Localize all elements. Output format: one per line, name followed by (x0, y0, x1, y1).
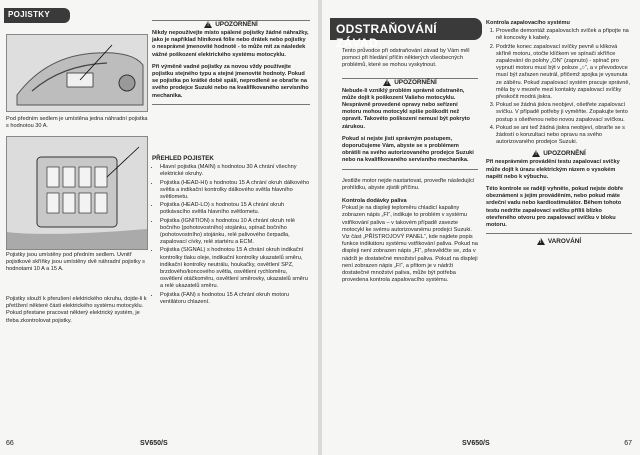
section-tab-fuses (4, 8, 70, 23)
fire-hazard-text: Této kontrole se raději vyhněte, pokud nejste dobře obeznámeni s jejím prováděním, nebo pokud máte srdeční vadu nebo kardiostimulátor. Během tohoto testu nedržte zapalovací svíčku příliš blízko otevřeného otvoru pro zapalovací svíčku v bloku motoru. (486, 186, 624, 229)
warning-triangle-icon (383, 79, 391, 86)
caption-spare-fuse: Pod předním sedlem je umístěna jedna náhradní pojistka s hodnotou 30 A. (6, 116, 148, 130)
fuse-list-title: PŘEHLED POJISTEK (152, 155, 214, 162)
fuse-item-signal: • Pojistka (SIGNAL) s hodnotou 15 A chrání okruh indikační kontrolky tlaku oleje, indikační kontrolky ukazatelů směru, indikační kontrolky neutrálu, houkačky, osvětlení SPZ, brzdového/koncového světla, osvětlení rychloměru, osvětlení otáčkoměru, osvětlení směrovky, ukazatelů směru a relé ukazatelů směru. (160, 247, 310, 290)
warning-right-p2: Pokud si nejste jisti správným postupem, doporučujeme Vám, abyste se s problémem obrátili na svého autorizovaného prodejce Suzuki nebo na kvalifikovaného servisního mechanika. (342, 135, 474, 164)
warning-paragraph-1: Nikdy nepoužívejte místo spálené pojistky žádné náhražky, jako je například hliníková fólie nebo drátek nebo pojistky o nesprávné jmenovité hodnotě - to může mít za následek vážné poškození elektrického systému motocyklu. (152, 30, 309, 58)
warning-header (152, 21, 310, 28)
warning3-title: VAROVÁNÍ (547, 238, 582, 246)
ignition-steps (486, 28, 632, 146)
fuse-box-photo (6, 136, 148, 250)
fuse-list (152, 164, 310, 306)
ignition-step: 3. Pokud se žádná jiskra neobjeví, ošetřete zapalovací svíčku. V případě potřeby ji vyměňte. Zopakujte tento postup s ošetřenou nebo novou zapalovací svíčkou. (496, 102, 632, 124)
caption-fuse-box: Pojistky jsou umístěny pod předním sedlem. Uvnitř pojistkové skříňky jsou umístěny dvě náhradní pojistky s hodnotami 10 A a 15 A. (6, 252, 145, 273)
fuse-item-head-lo: • Pojistka (HEAD-LO) s hodnotou 15 A chrání okruh potkávacího světla hlavního světlometu. (160, 202, 310, 216)
warning-title-right: UPOZORNĚNÍ (394, 78, 437, 86)
warning-triangle-icon (537, 238, 545, 245)
warning-title: UPOZORNĚNÍ (215, 21, 258, 28)
warning-header-right (342, 79, 478, 86)
section-tab-title-right: ODSTRAŇOVÁNÍ ZÁVAD (336, 22, 437, 50)
ignition-column (486, 20, 632, 247)
warning-triangle-icon (204, 21, 212, 28)
page-number-left: 66 (6, 440, 14, 447)
warning-right-p1: Nebude-li vzniklý problém správně odstraněn, může dojít k poškození Vašeho motocyklu. Nesprávně provedené opravy nebo seřízení motoru mohou motocykl spíše poškodit než opravit. Takovéto poškození nemusí být pokryto zárukou. (342, 87, 470, 130)
footer-model-right: SV650/S (462, 440, 490, 447)
check-text: Jestliže motor nejde nastartovat, proveďte následující prohlídku, abyste zjistili příčinu. (342, 177, 475, 191)
intro-text: Tento průvodce při odstraňování závad by Vám měl pomoci při hledání příčin některých všeobecných problémů, které se mohou vyskytnout. (342, 48, 470, 69)
warning-box (152, 20, 310, 105)
warning-triangle-icon (532, 150, 540, 157)
right-page (322, 0, 640, 455)
left-page (0, 0, 318, 455)
page-number-right: 67 (624, 440, 632, 447)
section-tab-troubleshooting (330, 18, 482, 50)
section-tab-title: POJISTKY (8, 10, 50, 19)
intro-column (342, 48, 478, 284)
warning3-header (486, 238, 632, 245)
ignition-step: 4. Pokud se ani teď žádná jiskra neobjeví, obraťte se s žádostí o konzultaci nebo opravu na svého autorizovaného prodejce Suzuki. (496, 125, 632, 147)
fuse-item-main: • Hlavní pojistka (MAIN) s hodnotou 30 A chrání všechny elektrické okruhy. (160, 164, 310, 178)
fuse-box-illustration (7, 137, 147, 249)
fuse-item-ignition: • Pojistka (IGNITION) s hodnotou 10 A chrání okruh relé bočního (pohotovostního) stojánku, spínač bočního (pohotovostního) stojánku, relé palivového čerpadla, zapalovací cívky, relé startéru a ECM. (160, 218, 310, 247)
fuse-item-head-hi: • Pojistka (HEAD-HI) s hodnotou 15 A chrání okruh dálkového světla a indikační kontrolky dálkového světla hlavního světlometu. (160, 180, 310, 202)
warning2-header (486, 150, 632, 157)
fuse-location-photo (6, 34, 148, 112)
warning2-title: UPOZORNĚNÍ (543, 150, 586, 158)
fuse-list-section (152, 155, 310, 307)
ignition-step: 1. Proveďte demontáž zapalovacích svíček a připojte na ně koncovky k kabely. (496, 28, 632, 42)
fuel-check-title: Kontrola dodávky paliva (342, 198, 407, 205)
ignition-step: 2. Podržte konec zapalovací svíčky pevně u kliková skříně motoru, otočte klíčkem ve spínači skříňce zapalování do polohy „ON“ (zapnuto) - spínač pro vypnutí motoru musí být v poloze „○“, a v převodovce musí být zařazen neutrál, přičemž spojka je vysunuta ze záběru. Pokud zapalovací systém pracuje správně, měla by v mezeře mezi kontakty zapalovací svíčky přeskočit modrá jiskra. (496, 44, 632, 102)
motorcycle-seat-illustration (7, 35, 147, 111)
footer-model-left: SV650/S (140, 440, 168, 447)
fuse-item-fan: • Pojistka (FAN) s hodnotou 15 A chrání okruh motoru ventilátoru chlazení. (160, 292, 310, 306)
warning-paragraph-2: Při výměně vadné pojistky za novou vždy používejte pojistku stejného typu a stejné jmenovité hodnoty. Pokud se pojistka po krátké době spálí, neprodleně se obraťte na svého prodejce Suzuki nebo na kvalifikovaného servisního mechanika. (152, 63, 309, 99)
ignition-check-title: Kontrola zapalovacího systému (486, 20, 570, 26)
fuel-check-body: Pokud je na displeji teploměru chladicí kapaliny zobrazen nápis „FI“, indikuje to problém v systému vstřikování paliva – v takovém případě zavezte motocykl ke svému autorizovanému prodejci Suzuki. Viz část „PŘÍSTROJOVÝ PANEL“, kde najdete popis funkce indikátoru systému vstřikování paliva. Pokud na displeji není zobrazen nápis „FI“, přesvědčte se, zda v nádrži je dostatečné množství paliva. Pokud na displeji není zobrazen nápis „FI“, a přitom je v nádrži dostatečné množství paliva, může být potřeba provedena kontrola zapalovacího systému. (342, 205, 478, 284)
fuse-description: Pojistky slouží k přerušení elektrického okruhu, dojde-li k přetížení některé části elektrického systému motocyklu. Pokud přestane pracovat některý elektrický systém, je třeba zkontrolovat pojistky. (6, 296, 147, 324)
warning2-body: Při nesprávném provádění testu zapalovací svíčky může dojít k úrazu elektrickým rázem o vysokém napětí nebo k výbuchu. (486, 159, 620, 180)
